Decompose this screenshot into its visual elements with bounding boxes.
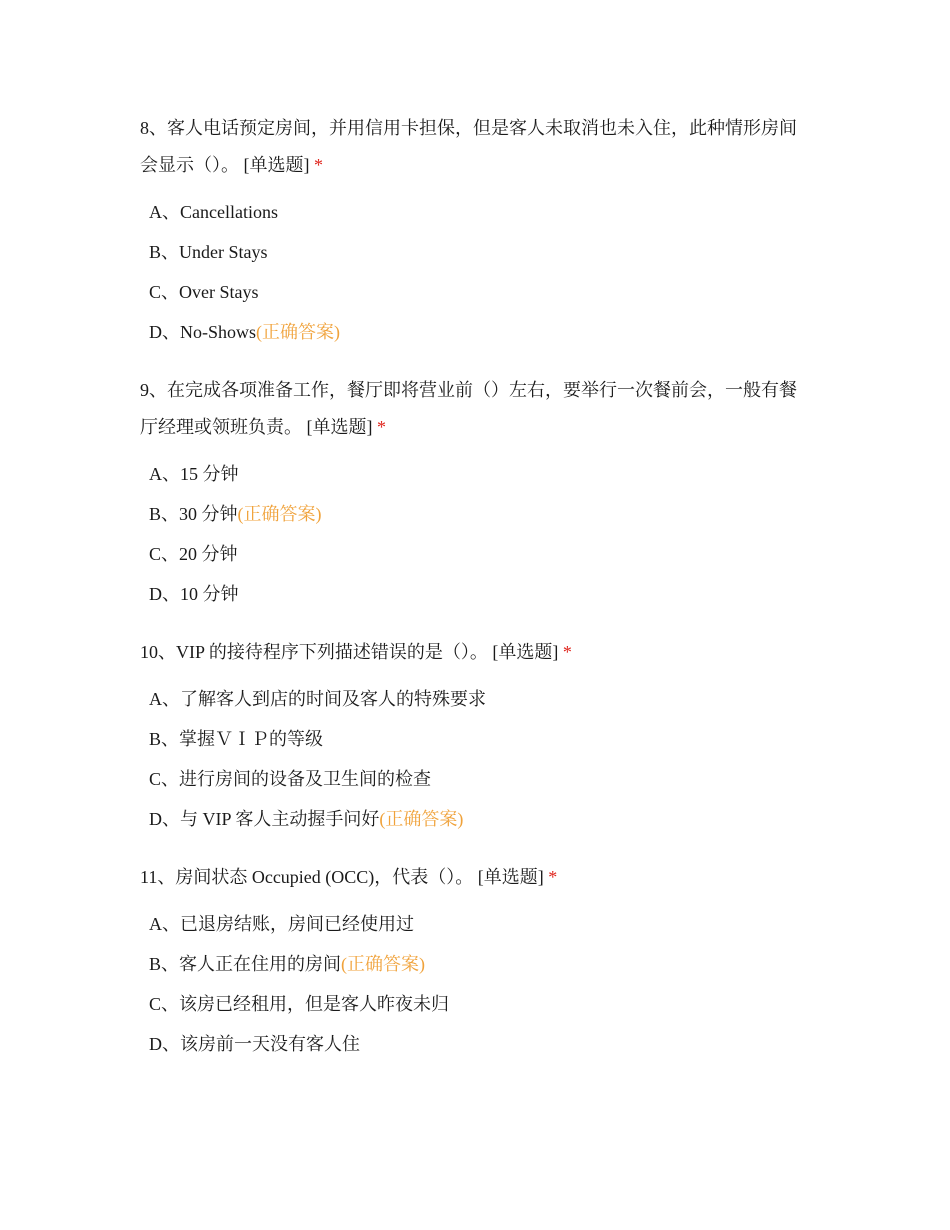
option-list [140, 454, 810, 614]
required-mark: * [562, 642, 572, 662]
option-a [140, 454, 810, 494]
option-text: C、Over Stays [149, 282, 259, 302]
option-text: A、了解客人到店的时间及客人的特殊要求 [149, 689, 486, 709]
option-text: C、20 分钟 [149, 544, 238, 564]
question-text: 9、在完成各项准备工作，餐厅即将营业前（）左右，要举行一次餐前会，一般有餐厅经理或领班负责。 [单选题] [140, 380, 797, 437]
question-stem [140, 859, 810, 896]
option-c [140, 272, 810, 312]
option-text: B、30 分钟 [149, 504, 238, 524]
option-text: D、No-Shows [149, 322, 257, 342]
correct-answer-note: (正确答案) [379, 809, 464, 829]
option-text: D、10 分钟 [149, 584, 239, 604]
option-b [140, 719, 810, 759]
required-mark: * [548, 867, 558, 887]
option-d [140, 312, 810, 352]
option-text: C、该房已经租用，但是客人昨夜未归 [149, 994, 450, 1014]
question-10 [140, 634, 810, 839]
option-text: A、Cancellations [149, 202, 278, 222]
option-text: B、客人正在住用的房间 [149, 954, 342, 974]
option-a [140, 679, 810, 719]
option-text: D、该房前一天没有客人住 [149, 1034, 360, 1054]
question-stem [140, 372, 810, 446]
option-list [140, 904, 810, 1064]
option-c [140, 984, 810, 1024]
option-list [140, 679, 810, 839]
option-b [140, 494, 810, 534]
option-b [140, 232, 810, 272]
option-d [140, 1024, 810, 1064]
question-text: 11、房间状态 Occupied (OCC)，代表（）。 [单选题] [140, 867, 549, 887]
option-c [140, 534, 810, 574]
question-11 [140, 859, 810, 1064]
option-a [140, 192, 810, 232]
question-text: 8、客人电话预定房间，并用信用卡担保，但是客人未取消也未入住，此种情形房间会显示（）。 [单选题] [140, 118, 797, 175]
required-mark: * [377, 417, 386, 437]
question-9 [140, 372, 810, 614]
required-mark: * [314, 155, 323, 175]
option-text: C、进行房间的设备及卫生间的检查 [149, 769, 432, 789]
option-text: A、已退房结账，房间已经使用过 [149, 914, 414, 934]
question-stem [140, 110, 810, 184]
question-text: 10、VIP 的接待程序下列描述错误的是（）。 [单选题] [140, 642, 563, 662]
option-c [140, 759, 810, 799]
correct-answer-note: (正确答案) [237, 504, 322, 524]
option-b [140, 944, 810, 984]
option-d [140, 799, 810, 839]
option-d [140, 574, 810, 614]
option-list [140, 192, 810, 352]
question-stem [140, 634, 810, 671]
question-8 [140, 110, 810, 352]
option-a [140, 904, 810, 944]
correct-answer-note: (正确答案) [256, 322, 341, 342]
option-text: B、Under Stays [149, 242, 268, 262]
correct-answer-note: (正确答案) [341, 954, 426, 974]
option-text: A、15 分钟 [149, 464, 239, 484]
option-text: B、掌握ＶＩＰ的等级 [149, 729, 324, 749]
option-text: D、与 VIP 客人主动握手问好 [149, 809, 380, 829]
